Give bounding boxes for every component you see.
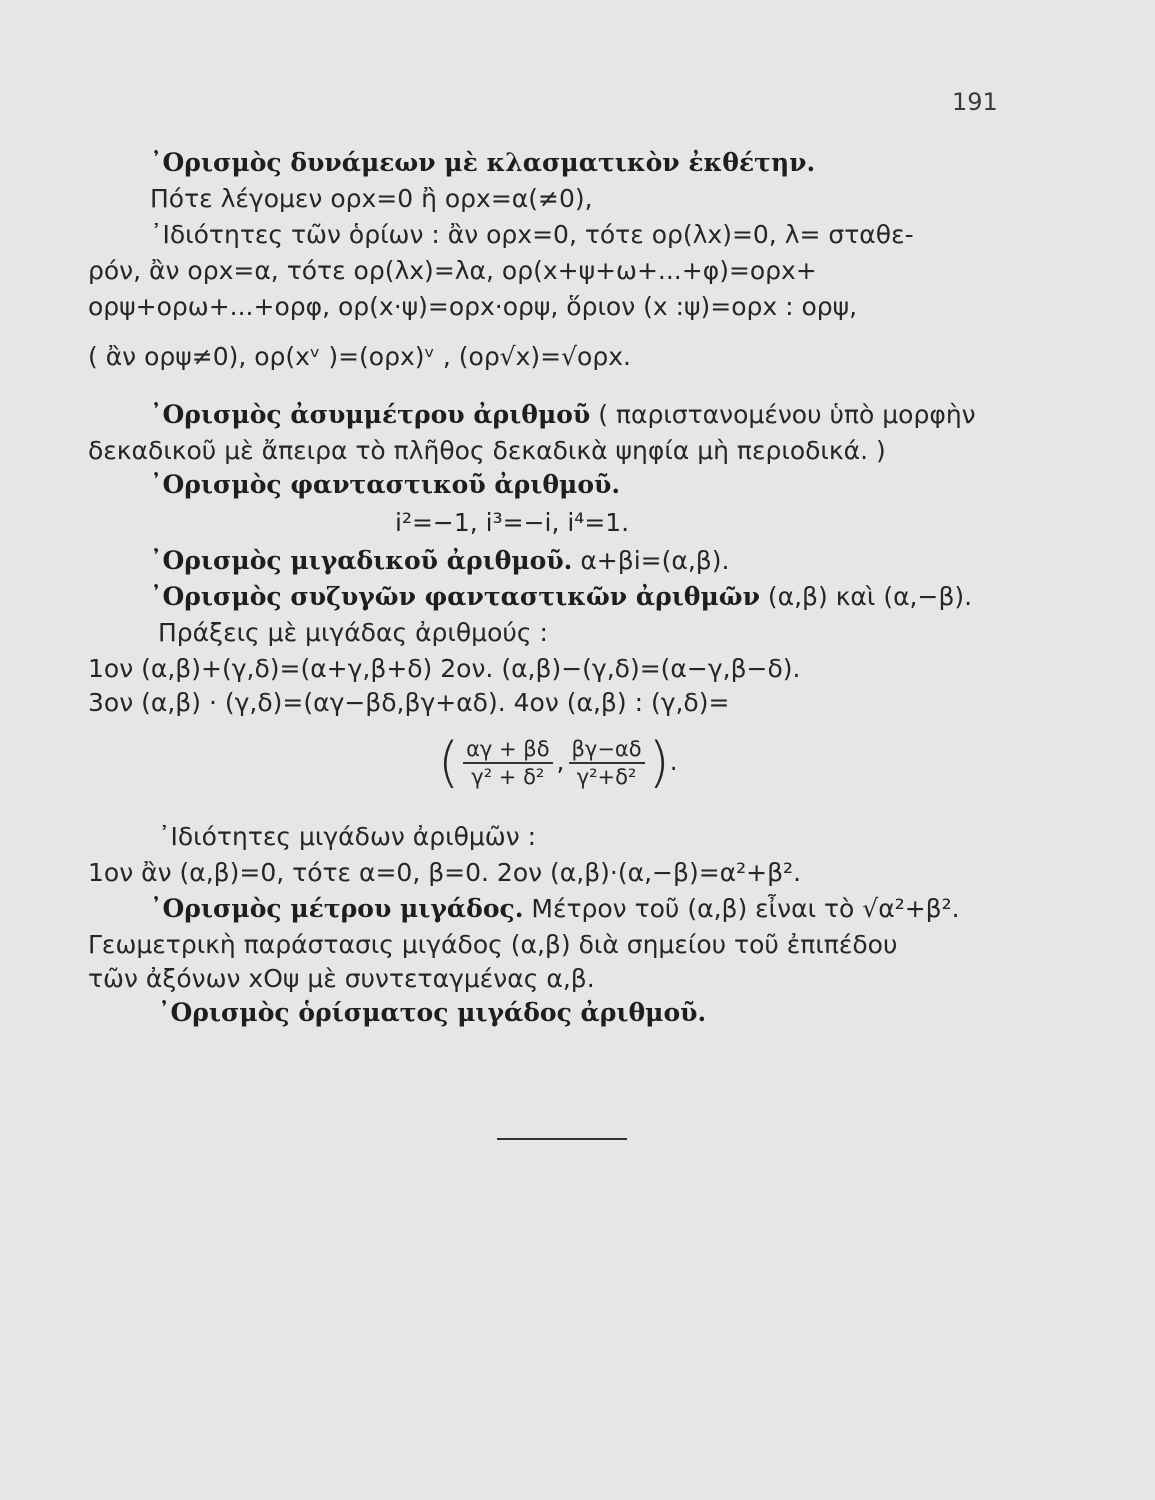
text-line: ᾿Ιδιότητες μιγάδων ἀριθμῶν : — [158, 822, 537, 851]
text-line: ᾿Ιδιότητες τῶν ὁρίων : ἂν ορx=0, τότε ορ(λx)=0, λ= σταθε- — [150, 220, 914, 249]
text-line — [150, 580, 1050, 614]
text-line: Γεωμετρικὴ παράστασις μιγάδος (α,β) διὰ σημείου τοῦ ἐπιπέδου — [88, 930, 898, 959]
text-line: δεκαδικοῦ μὲ ἄπειρα τὸ πλῆθος δεκαδικὰ ψηφία μὴ περιοδικά. ) — [88, 436, 886, 465]
text-fragment: (α,β) καὶ (α,−β). — [759, 582, 973, 611]
page-number: 191 — [952, 88, 998, 116]
text-line: 1ον ἂν (α,β)=0, τότε α=0, β=0. 2ον (α,β)·(α,−β)=α²+β². — [88, 858, 802, 887]
fraction-real — [463, 736, 552, 790]
text-line: ρόν, ἂν ορx=α, τότε ορ(λx)=λα, ορ(x+ψ+ω+...+φ)=ορx+ — [88, 256, 817, 285]
text-line: ορψ+ορω+...+ορφ, ορ(x·ψ)=ορx·ορψ, ὅριον (x :ψ)=ορx : ορψ, — [88, 292, 858, 321]
text-fragment: Μέτρον τοῦ (α,β) εἶναι τὸ √α²+β². — [523, 894, 960, 923]
text-line: Πράξεις μὲ μιγάδας ἀριθμούς : — [158, 618, 548, 647]
text-line — [150, 398, 1050, 432]
fraction-imag — [569, 736, 645, 790]
close-paren: ) — [648, 731, 670, 794]
text-line — [150, 892, 1050, 926]
text-line — [150, 544, 1050, 578]
fraction-numerator: αγ + βδ — [463, 736, 552, 764]
heading-conjugate: ᾿Ορισμὸς συζυγῶν φανταστικῶν ἀριθμῶν — [150, 582, 760, 611]
text-line: τῶν ἀξόνων xOψ μὲ συντεταγμένας α,β. — [88, 964, 595, 993]
fraction-denominator: γ² + δ² — [471, 765, 545, 789]
text-line: 3ον (α,β) · (γ,δ)=(αγ−βδ,βγ+αδ). 4ον (α,β) : (γ,δ)= — [88, 688, 730, 717]
text-fragment: ( παριστανομένου ὑπὸ μορφὴν — [590, 400, 976, 429]
heading-modulus: ᾿Ορισμὸς μέτρου μιγάδος. — [150, 894, 524, 923]
text-line: ( ἂν ορψ≠0), ορ(xᵛ )=(ορx)ᵛ , (ορ√x)=√ορx. — [88, 342, 631, 371]
heading-irrational: ᾿Ορισμὸς ἀσυμμέτρου ἀριθμοῦ — [150, 400, 591, 429]
heading-imaginary: ᾿Ορισμὸς φανταστικοῦ ἀριθμοῦ. — [150, 470, 621, 499]
fraction-numerator: βγ−αδ — [569, 736, 645, 764]
fraction-denominator: γ²+δ² — [576, 765, 637, 789]
heading-fractional-exponent: ᾿Ορισμὸς δυνάμεων μὲ κλασματικὸν ἐκθέτην. — [150, 148, 816, 177]
text-line: 1ον (α,β)+(γ,δ)=(α+γ,β+δ) 2ον. (α,β)−(γ,δ)=(α−γ,β−δ). — [88, 654, 801, 683]
equation-line: i²=−1, i³=−i, i⁴=1. — [395, 508, 630, 537]
open-paren: ( — [438, 731, 460, 794]
fraction-equation: ( $\frac{\alpha\gamma + \beta\delta}{\text{γ² + δ²}}$ , $\frac{\beta\gamma-\alpha\delta}{\text{γ²+δ²}}$ ). — [438, 731, 678, 794]
text-line: Πότε λέγομεν ορx=0 ἢ ορx=α(≠0), — [150, 184, 593, 213]
footnote-rule — [497, 1138, 627, 1140]
heading-argument: ᾿Ορισμὸς ὁρίσματος μιγάδος ἀριθμοῦ. — [158, 998, 707, 1027]
heading-complex: ᾿Ορισμὸς μιγαδικοῦ ἀριθμοῦ. — [150, 546, 573, 575]
text-fragment: α+βi=(α,β). — [572, 546, 730, 575]
